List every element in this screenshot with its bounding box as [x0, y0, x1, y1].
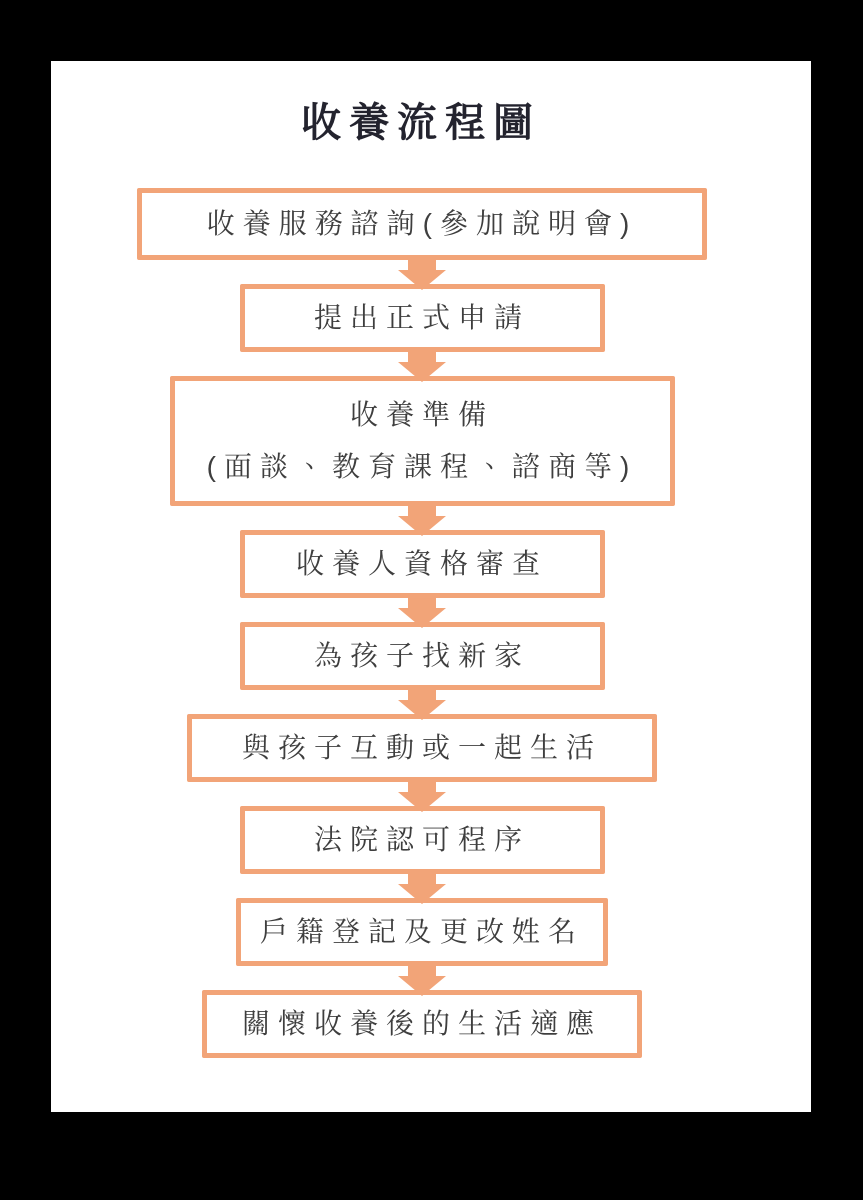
flow-step-sublabel: (面談、教育課程、諮商等): [206, 451, 638, 482]
flow-step-label: 與孩子互動或一起生活: [241, 731, 602, 763]
flow-step-label: 收養人資格審查: [295, 547, 548, 579]
adoption-flowchart: [42, 188, 802, 1058]
flow-step-formal-application: [240, 284, 605, 352]
flow-step-consultation: [137, 188, 707, 260]
flow-step-adoption-preparation: [170, 376, 675, 506]
flow-step-label: 提出正式申請: [313, 301, 530, 333]
flow-step-household-registration: [236, 898, 608, 966]
flow-step-label: 關懷收養後的生活適應: [241, 1007, 602, 1039]
flow-step-post-adoption-care: [202, 990, 642, 1058]
flow-step-label: 為孩子找新家: [313, 639, 530, 671]
flow-step-label: 法院認可程序: [313, 823, 530, 855]
flow-step-qualification-review: [240, 530, 605, 598]
flowchart-page: [51, 61, 811, 1112]
flow-step-find-new-home: [240, 622, 605, 690]
flow-step-interact-live-together: [187, 714, 657, 782]
flow-step-label: 收養準備: [349, 398, 494, 430]
flow-step-label: 收養服務諮詢(參加說明會): [206, 207, 638, 239]
page-title: 收養流程圖: [301, 100, 541, 145]
flow-step-label: 戶籍登記及更改姓名: [259, 915, 584, 947]
flow-step-court-approval: [240, 806, 605, 874]
